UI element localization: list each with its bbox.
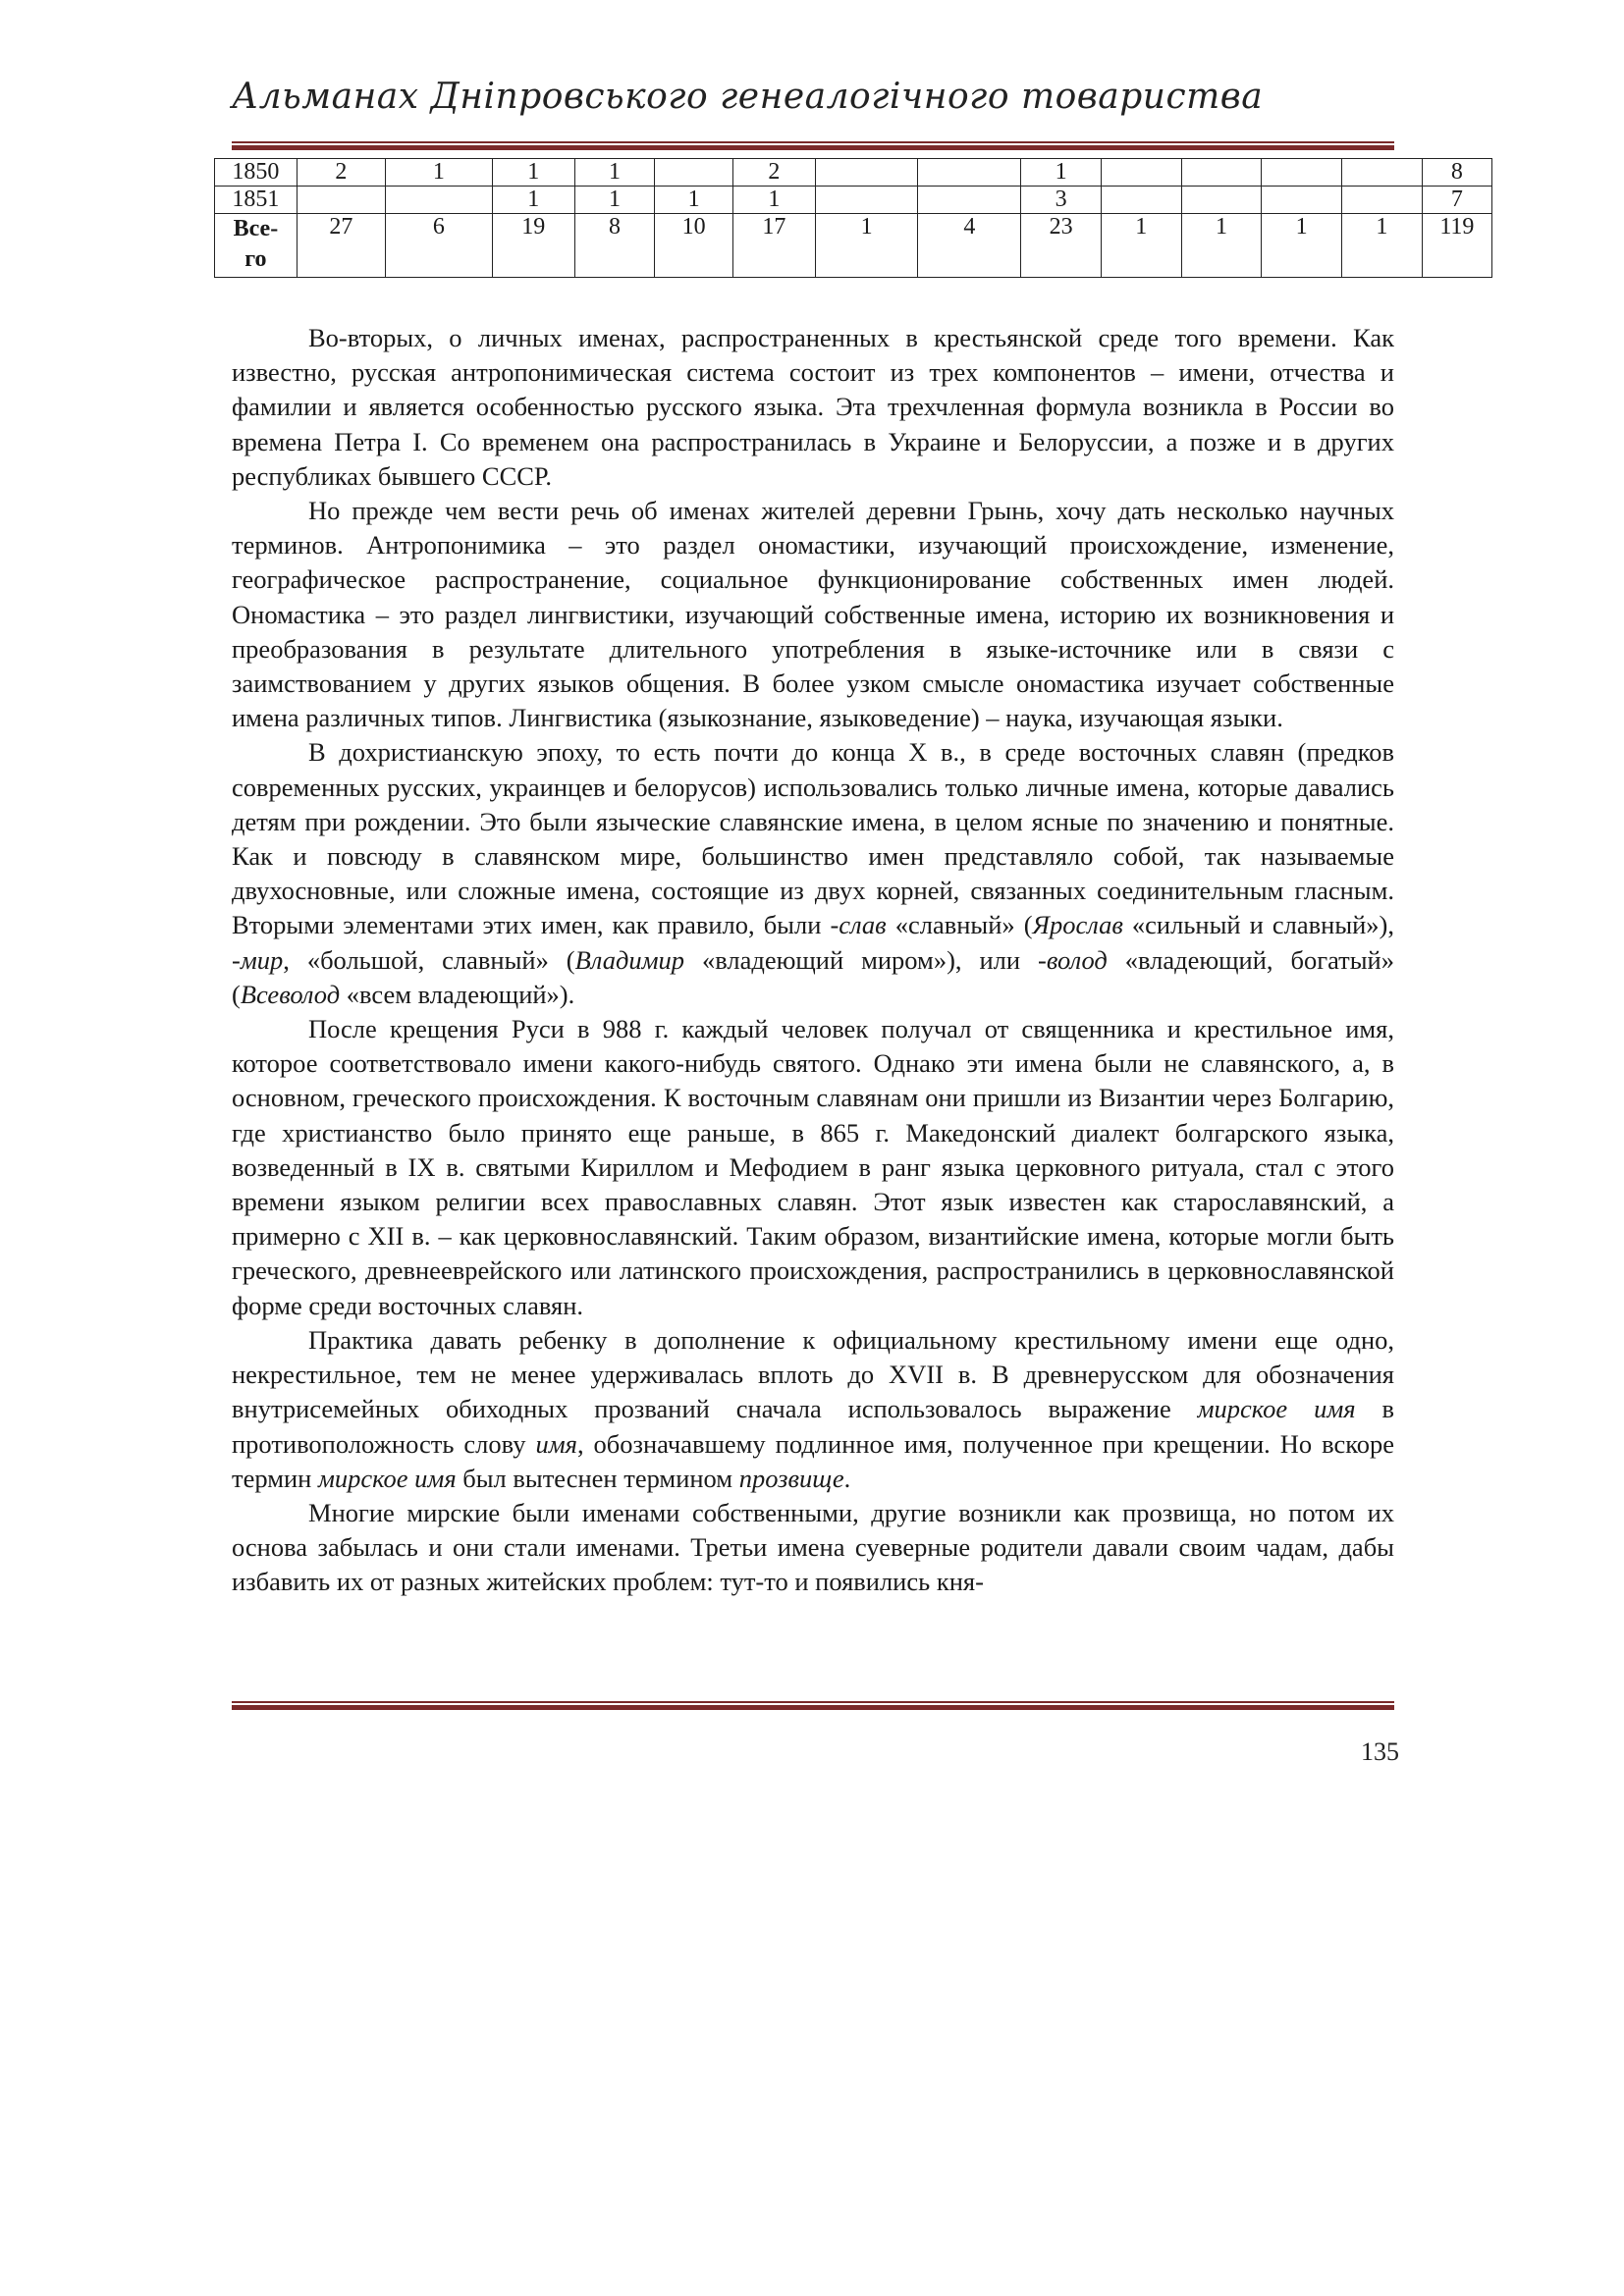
table-cell: 1 [815,214,918,278]
table-cell: 6 [385,214,492,278]
table-cell: 119 [1422,214,1491,278]
table-cell: 1 [732,187,815,214]
table-cell: 2 [297,159,385,187]
table-row [215,159,1492,187]
table-cell: 1 [492,187,574,214]
header-divider [232,141,1394,150]
table-cell: 1 [655,187,733,214]
table-cell [918,187,1021,214]
table-cell: 1 [1181,214,1262,278]
article-body [232,321,1394,1600]
statistics-table [214,158,1492,278]
table-cell: 8 [574,214,655,278]
row-label-cell: 1851 [215,187,298,214]
table-cell: 1 [1262,214,1342,278]
table-cell: 10 [655,214,733,278]
table-cell: 17 [732,214,815,278]
table-cell: 1 [492,159,574,187]
paragraph: Многие мирские были именами собственными, другие возникли как прозвища, но потом их основа забылась и они стали именами. Третьи имена суеверные родители давали своим чадам, дабы избавить их от разных житейских проблем: тут-то и появились кня- [232,1497,1394,1597]
table-cell: 1 [385,159,492,187]
table-cell [1262,187,1342,214]
page-number: 135 [1361,1737,1399,1766]
table-cell [1101,187,1181,214]
table-cell [918,159,1021,187]
table-cell: 8 [1422,159,1491,187]
table-cell: 2 [732,159,815,187]
table-cell: 23 [1021,214,1102,278]
table-cell [815,187,918,214]
paragraph: В дохристианскую эпоху, то есть почти до конца X в., в среде восточных славян (предков современных русских, украинцев и белорусов) использовались только личные имена, которые давались детям при рождении. Это были языческие славянские имена, в целом ясные по значению и понятные. Как и повсюду в славянском мире, большинство имен представляло собой, так называемые двухосновные, или сложные имена, состоящие из двух корней, связанных соединительным гласным. Вторыми элементами этих имен, как правило, были -слав «славный» (Ярослав «сильный и славный»), -мир, «большой, славный» (Владимир «владеющий миром»), или -волод «владеющий, богатый» (Всеволод «всем владеющий»). [232,737,1395,1009]
table-cell [1262,159,1342,187]
footer-divider [232,1701,1394,1710]
table-cell [297,187,385,214]
table-cell: 19 [492,214,574,278]
table-cell: 3 [1021,187,1102,214]
table-cell [385,187,492,214]
table-cell [1181,159,1262,187]
table-cell: 1 [574,159,655,187]
table-cell: 1 [574,187,655,214]
paragraph: Во-вторых, о личных именах, распространенных в крестьянской среде того времени. Как известно, русская антропонимическая система состоит из трех компонентов – имени, отчества и фамилии и является особенностью русского языка. Эта трехчленная формула возникла в России во времена Петра I. Со временем она распространилась в Украине и Белоруссии, а позже и в других республиках бывшего СССР. [232,323,1394,491]
table-cell [1101,159,1181,187]
row-label-cell: 1850 [215,159,298,187]
table-cell [655,159,733,187]
table-cell [1342,187,1423,214]
journal-title: Альманах Дніпровського генеалогічного товариства [232,77,1264,117]
table-cell: 27 [297,214,385,278]
table-row [215,214,1492,278]
table-cell: 1 [1101,214,1181,278]
paragraph: После крещения Руси в 988 г. каждый человек получал от священника и крестильное имя, которое соответствовало имени какого-нибудь святого. Однако эти имена были не славянского, а, в основном, греческого происхождения. К восточным славянам они пришли из Византии через Болгарию, где христианство было принято еще раньше, в 865 г. Македонский диалект болгарского языка, возведенный в IX в. святыми Кириллом и Мефодием в ранг языка церковного ритуала, стал с этого времени языком религии всех православных славян. Этот язык известен как старославянский, а примерно с XII в. – как церковнославянский. Таким образом, византийские имена, которые могли быть греческого, древнееврейского или латинского происхождения, распространились в церковнославянской форме среди восточных славян. [232,1014,1394,1320]
table-cell [815,159,918,187]
table-cell [1181,187,1262,214]
table-cell: 1 [1342,214,1423,278]
paragraph: Практика давать ребенку в дополнение к официальному крестильному имени еще одно, некрестильное, тем не менее удерживалась вплоть до XVII в. В древнерусском для обозначения внутрисемейных обиходных прозваний сначала использовалось выражение мирское имя в противоположность слову имя, обозначавшему подлинное имя, полученное при крещении. Но вскоре термин мирское имя был вытеснен термином прозвище. [232,1324,1394,1493]
table-cell: 1 [1021,159,1102,187]
row-label-cell: Все- го [215,214,298,278]
table-cell: 4 [918,214,1021,278]
table-row [215,187,1492,214]
table-cell: 7 [1422,187,1491,214]
table-cell [1342,159,1423,187]
paragraph: Но прежде чем вести речь об именах жителей деревни Грынь, хочу дать несколько научных терминов. Антропонимика – это раздел ономастики, изучающий происхождение, изменение, географическое распространение, социальное функционирование собственных имен людей. Ономастика – это раздел лингвистики, изучающий собственные имена, историю их возникновения и преобразования в результате длительного употребления в языке-источнике или в связи с заимствованием у других языков общения. В более узком смысле ономастика изучает собственные имена различных типов. Лингвистика (языкознание, языковедение) – наука, изучающая языки. [232,496,1394,733]
